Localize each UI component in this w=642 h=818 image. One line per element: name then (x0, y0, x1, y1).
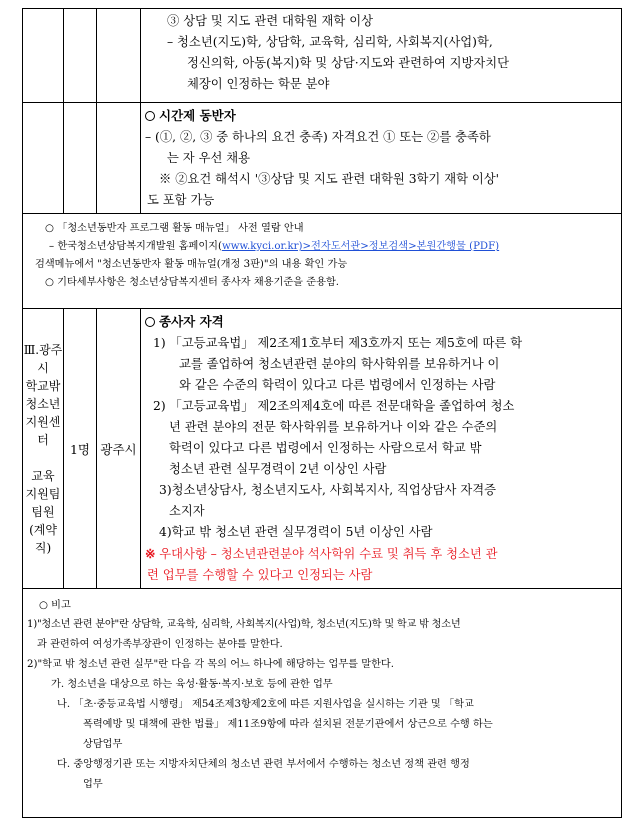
qualification-item: 3)청소년상담사, 청소년지도사, 사회복지사, 직업상담사 자격증 (159, 483, 496, 497)
table-row (23, 9, 622, 103)
requirement-line: – (①, ②, ③ 중 하나의 요건 충족) 자격요건 ① 또는 ②를 충족하 (145, 130, 491, 144)
requirement-line: 는 자 우선 채용 (167, 151, 250, 165)
note-line: ※ ②요건 해석시 '③상담 및 지도 관련 대학원 3학기 재학 이상' (159, 172, 500, 186)
part-time-cell (141, 103, 622, 214)
table-row (23, 214, 622, 309)
location: 광주시 (97, 309, 141, 589)
qualification-cell (141, 9, 622, 103)
qualification-item: 소지자 (169, 504, 205, 518)
headcount: 1명 (64, 309, 97, 589)
remarks-title: ○ 비고 (39, 600, 71, 611)
table-row (23, 589, 622, 818)
qualification-item: 년 관련 분야의 전문 학사학위를 보유하거나 이와 같은 수준의 (169, 420, 498, 434)
qualification-item: 학력이 있다고 다른 법령에서 인정하는 사람으로서 학교 밖 (169, 441, 482, 455)
circle-bullet-icon (145, 317, 155, 327)
preference-line: ※ 우대사항 – 청소년관련분야 석사학위 수료 및 취득 후 청소년 관 (145, 546, 498, 561)
recruitment-table (22, 8, 622, 818)
circle-bullet-icon (145, 111, 155, 121)
preference-line: 련 업무를 수행할 수 있다고 인정되는 사람 (147, 568, 373, 582)
staff-qualification-cell (141, 309, 622, 589)
manual-note: ○ 「청소년동반자 프로그램 활동 매뉴얼」 사전 열람 안내 – 한국청소년상담복지개발원 홈페이지(www.kyci.or.kr)>전자도서관>정보검색>본원간행물 (PDF) 검색메뉴에서 "청소년동반자 활동 매뉴얼(개정 3판)"의 내용 확인 가능 ○ 기타세부사항은 청소년상담복지센터 종사자 채용기준을 준용함. (23, 214, 622, 309)
item-3-detail: 체장이 인정하는 학문 분야 (187, 77, 330, 91)
qualification-item: 2) 「고등교육법」 제2조의제4호에 따른 전문대학을 졸업하여 청소 (153, 399, 515, 413)
item-3: ③ 상담 및 지도 관련 대학원 재학 이상 (167, 14, 373, 28)
qualification-item: 청소년 관련 실무경력이 2년 이상인 사람 (169, 462, 387, 476)
manual-link[interactable]: www.kyci.or.kr)>전자도서관>정보검색>본원간행물 (PDF) (222, 241, 500, 252)
section-heading: 종사자 자격 (145, 311, 615, 333)
qualification-item: 교를 졸업하여 청소년관련 분야의 학사학위를 보유하거나 이 (179, 357, 500, 371)
section-heading: 시간제 동반자 (145, 105, 613, 127)
qualification-item: 4)학교 밖 청소년 관련 실무경력이 5년 이상인 사람 (159, 525, 433, 539)
table-row (23, 103, 622, 214)
item-3-detail: 정신의학, 아동(복지)학 및 상담·지도와 관련하여 지방자치단 (187, 56, 510, 70)
qualification-item: 와 같은 수준의 학력이 있다고 다른 법령에서 인정하는 사람 (179, 378, 496, 392)
note-line: 도 포함 가능 (147, 193, 215, 207)
table-row (23, 309, 622, 589)
remarks: ○ 비고 1)"청소년 관련 분야"란 상담학, 교육학, 심리학, 사회복지(사업)학, 청소년(지도)학 및 학교 밖 청소년 과 관련하여 여성가족부장관이 인정하는 분야를 말한다. 2)"학교 밖 청소년 관련 실무"란 다음 각 목의 어느 하나에 해당하는 업무를 말한다. 가. 청소년을 대상으로 하는 육성·활동·복지·보호 등에 관한 업무 나. 「초·중등교육법 시행령」 제54조제3항제2호에 따른 지원사업을 실시하는 기관 및 「학교 폭력예방 및 대책에 관한 법률」 제11조9항에 따라 설치된 전문기관에서 상근으로 수행 하는 상담업무 다. 중앙행정기관 또는 지방자치단체의 청소년 관련 부서에서 수행하는 청소년 정책 관련 행정 업무 (23, 589, 622, 818)
qualification-item: 1) 「고등교육법」 제2조제1호부터 제3호까지 또는 제5호에 따른 학 (153, 336, 523, 350)
item-3-detail: – 청소년(지도)학, 상담학, 교육학, 심리학, 사회복지(사업)학, (167, 35, 493, 49)
asterisk-mark-icon: ※ (145, 546, 156, 561)
org-name: Ⅲ.광주시 학교밖 청소년 지원센터 교육 지원팀 팀원 (계약직) (23, 309, 64, 589)
